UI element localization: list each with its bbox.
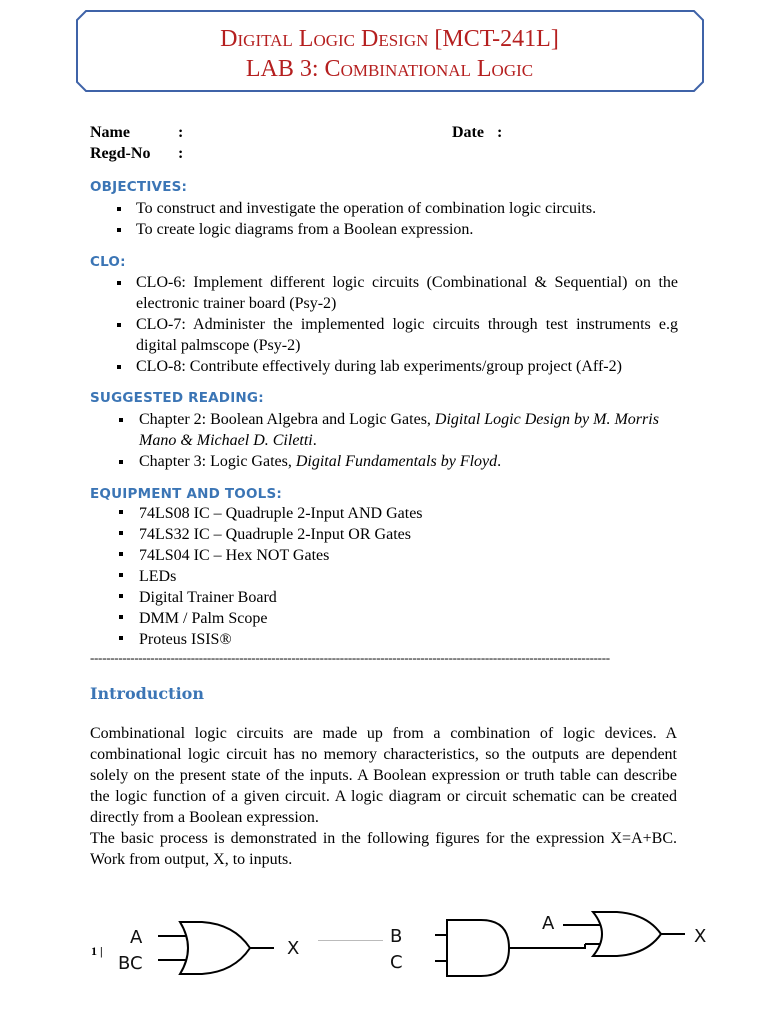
name-colon: :	[178, 124, 184, 141]
diagram1-input-bc: BC	[118, 953, 143, 974]
or-gate-diagram	[150, 912, 310, 982]
date-label: Date	[452, 124, 484, 141]
introduction-paragraph-2: The basic process is demonstrated in the following figures for the expression X=A+BC. Work from output, X, to inputs.	[90, 830, 677, 868]
reading-end: .	[497, 453, 502, 470]
diagram2-input-a: A	[542, 913, 555, 934]
introduction-paragraph-1: Combinational logic circuits are made up from a combination of logic devices. A combinational logic circuit has no memory characteristics, so the outputs are dependent solely on the present state of the inputs. A Boolean expression or truth table can describe the logic function of a given circuit. A logic diagram or circuit schematic can be created directly from a Boolean expression.	[90, 725, 677, 826]
diagram1-input-a: A	[130, 927, 143, 948]
reading-book-title: Digital Logic Design by M. Morris Mano & Michael D. Ciletti	[139, 411, 659, 449]
name-label: Name	[90, 124, 130, 141]
page-number: 1 |	[91, 944, 103, 958]
list-item: Digital Trainer Board	[139, 587, 539, 608]
reading-list	[139, 409, 669, 472]
section-divider: ---------------------------------------------------------------------------------------------------------------------------------	[90, 650, 610, 665]
equipment-list	[139, 503, 539, 650]
reading-end: .	[312, 432, 317, 449]
diagram2-input-c: C	[390, 952, 403, 973]
clo-list	[136, 272, 678, 377]
page-title	[76, 24, 703, 84]
title-box	[76, 10, 703, 91]
list-item: To create logic diagrams from a Boolean expression.	[136, 219, 676, 240]
list-item: LEDs	[139, 566, 539, 587]
clo-heading: CLO:	[90, 254, 126, 270]
reading-text: Chapter 2: Boolean Algebra and Logic Gates,	[139, 411, 435, 428]
list-item: CLO-6: Implement different logic circuits (Combinational & Sequential) on the electronic trainer board (Psy-2)	[136, 274, 678, 312]
diagram-divider	[318, 940, 383, 941]
list-item: DMM / Palm Scope	[139, 608, 539, 629]
objectives-heading: OBJECTIVES:	[90, 179, 188, 195]
diagram2-output-x: X	[694, 926, 707, 947]
reading-text: Chapter 3: Logic Gates,	[139, 453, 296, 470]
reading-book-title: Digital Fundamentals by Floyd	[295, 453, 498, 470]
course-title: Digital Logic Design [MCT-241L]	[220, 26, 559, 52]
diagram1-output-x: X	[287, 938, 300, 959]
diagram2-input-b: B	[390, 926, 403, 947]
list-item: 74LS04 IC – Hex NOT Gates	[139, 545, 539, 566]
list-item: Proteus ISIS®	[139, 629, 539, 650]
regd-colon: :	[178, 145, 184, 162]
regd-label: Regd-No	[90, 145, 151, 162]
list-item: 74LS08 IC – Quadruple 2-Input AND Gates	[139, 503, 539, 524]
list-item	[139, 451, 669, 472]
list-item: To construct and investigate the operation of combination logic circuits.	[136, 198, 676, 219]
objectives-list	[136, 198, 676, 240]
list-item: 74LS32 IC – Quadruple 2-Input OR Gates	[139, 524, 539, 545]
date-colon: :	[497, 124, 503, 141]
lab-title: LAB 3: Combinational Logic	[245, 56, 534, 82]
reading-heading: SUGGESTED READING:	[90, 390, 264, 406]
equipment-heading: EQUIPMENT AND TOOLS:	[90, 486, 282, 502]
list-item: CLO-7: Administer the implemented logic circuits through test instruments e.g digital palmscope (Psy-2)	[136, 316, 678, 354]
introduction-heading: Introduction	[90, 684, 204, 703]
list-item: CLO-8: Contribute effectively during lab experiments/group project (Aff-2)	[136, 356, 678, 377]
list-item	[139, 409, 669, 451]
